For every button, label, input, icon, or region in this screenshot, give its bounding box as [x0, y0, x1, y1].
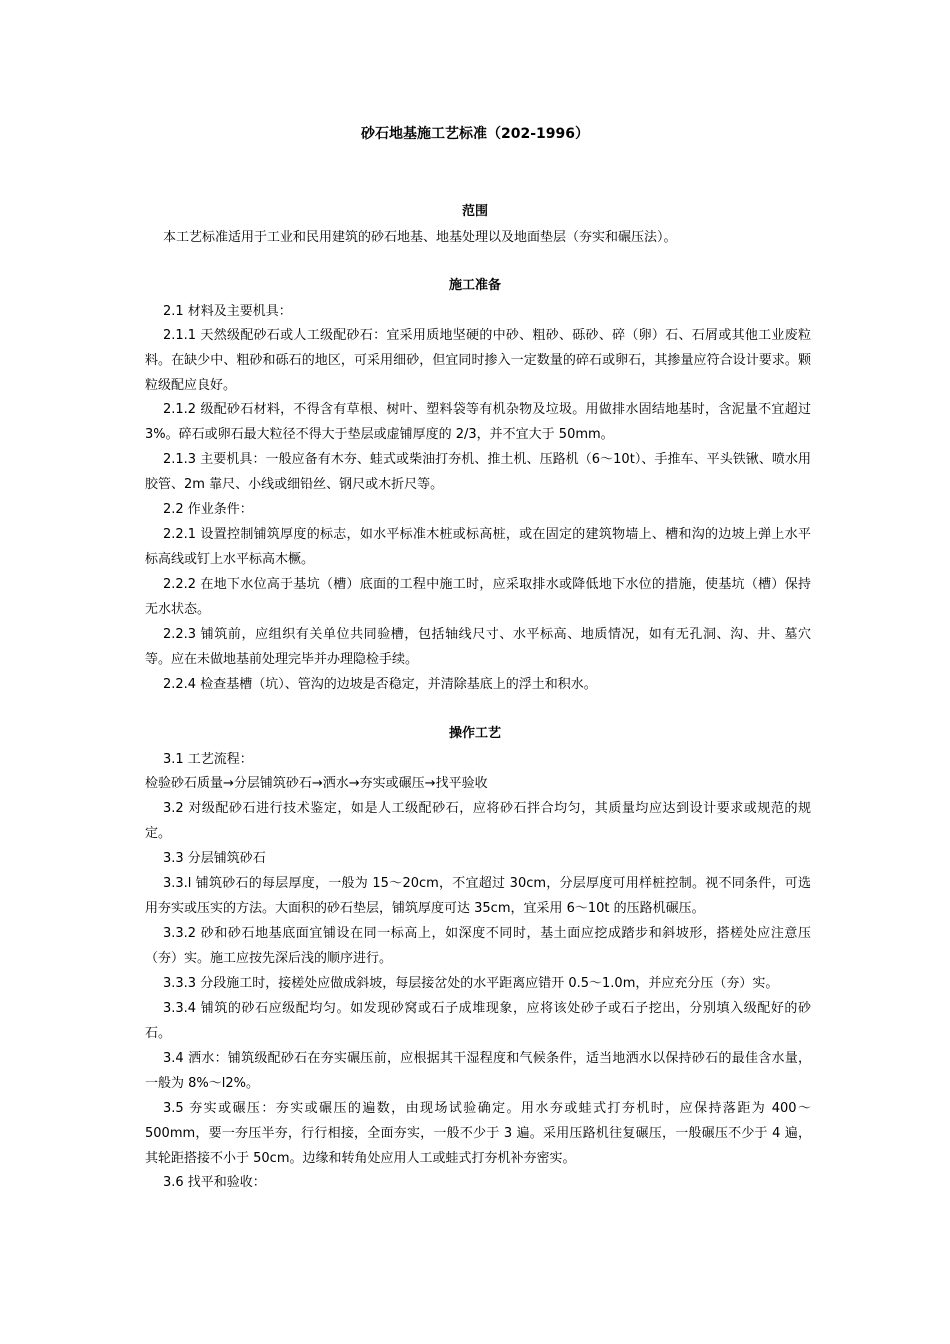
paragraph: 3.6 找平和验收：	[163, 1175, 266, 1190]
paragraph: 2.1.3 主要机具：一般应备有木夯、蛙式或柴油打夯机、推土机、压路机（6～10t）、手推车、平头铁锹、喷水用胶管、2m 靠尺、小线或细铅丝、钢尺或木折尺等。	[145, 452, 811, 492]
section-heading-scope: 范围	[461, 204, 488, 219]
paragraph: 2.2.4 检查基槽（坑）、管沟的边坡是否稳定，并清除基底上的浮土和积水。	[163, 677, 597, 692]
paragraph: 2.1.1 天然级配砂石或人工级配砂石：宜采用质地坚硬的中砂、粗砂、砾砂、碎（卵）石、石屑或其他工业废粒料。在缺少中、粗砂和砾石的地区，可采用细砂，但宜同时掺入一定数量的碎石或卵石，其掺量应符合设计要求。颗粒级配应良好。	[145, 328, 811, 393]
paragraph: 2.2.2 在地下水位高于基坑（槽）底面的工程中施工时，应采取排水或降低地下水位的措施，使基坑（槽）保持无水状态。	[145, 577, 811, 617]
paragraph: 3.3.3 分段施工时，接槎处应做成斜坡，每层接岔处的水平距离应错开 0.5～1.0m，并应充分压（夯）实。	[163, 976, 779, 991]
process-flow: 检验砂石质量→分层铺筑砂石→洒水→夯实或碾压→找平验收	[145, 776, 488, 791]
document-title: 砂石地基施工艺标准（202-1996）	[361, 126, 589, 142]
paragraph: 2.1 材料及主要机具：	[163, 304, 292, 319]
paragraph: 3.3.l 铺筑砂石的每层厚度，一般为 15～20cm，不宜超过 30cm，分层厚度可用样桩控制。视不同条件，可选用夯实或压实的方法。大面积的砂石垫层，铺筑厚度可达 35cm，宜采用 6～10t 的压路机碾压。	[145, 876, 811, 916]
paragraph: 3.3.4 铺筑的砂石应级配均匀。如发现砂窝或石子成堆现象，应将该处砂子或石子挖出，分别填入级配好的砂石。	[145, 1001, 811, 1041]
paragraph: 2.2 作业条件：	[163, 502, 253, 517]
section-heading-operation: 操作工艺	[448, 726, 501, 741]
paragraph: 3.4 洒水：铺筑级配砂石在夯实碾压前，应根据其干湿程度和气候条件，适当地洒水以保持砂石的最佳含水量，一般为 8%～l2%。	[145, 1051, 811, 1091]
paragraph: 3.2 对级配砂石进行技术鉴定，如是人工级配砂石，应将砂石拌合均匀，其质量均应达到设计要求或规范的规定。	[145, 801, 811, 841]
paragraph: 本工艺标准适用于工业和民用建筑的砂石地基、地基处理以及地面垫层（夯实和碾压法）。	[163, 230, 677, 245]
paragraph: 2.1.2 级配砂石材料，不得含有草根、树叶、塑料袋等有机杂物及垃圾。用做排水固结地基时，含泥量不宜超过 3%。碎石或卵石最大粒径不得大于垫层或虚铺厚度的 2/3，并不宜大于 50mm。	[145, 402, 811, 442]
paragraph: 3.3 分层铺筑砂石	[163, 851, 266, 866]
section-heading-preparation: 施工准备	[448, 278, 501, 293]
paragraph: 3.3.2 砂和砂石地基底面宜铺设在同一标高上，如深度不同时，基土面应挖成踏步和斜坡形，搭槎处应注意压（夯）实。施工应按先深后浅的顺序进行。	[145, 926, 811, 966]
paragraph: 3.5 夯实或碾压：夯实或碾压的遍数，由现场试验确定。用水夯或蛙式打夯机时，应保持落距为 400～500mm，要一夯压半夯，行行相接，全面夯实，一般不少于 3 遍。采用压路机往复碾压，一般碾压不少于 4 遍，其轮距搭接不小于 50cm。边缘和转角处应用人工或蛙式打夯机补夯密实。	[145, 1101, 811, 1166]
paragraph: 3.1 工艺流程：	[163, 752, 253, 767]
paragraph: 2.2.1 设置控制铺筑厚度的标志，如水平标准木桩或标高桩，或在固定的建筑物墙上、槽和沟的边坡上弹上水平标高线或钉上水平标高木橛。	[145, 527, 811, 567]
paragraph: 2.2.3 铺筑前，应组织有关单位共同验槽，包括轴线尺寸、水平标高、地质情况，如有无孔洞、沟、井、墓穴等。应在未做地基前处理完毕并办理隐检手续。	[145, 627, 811, 667]
